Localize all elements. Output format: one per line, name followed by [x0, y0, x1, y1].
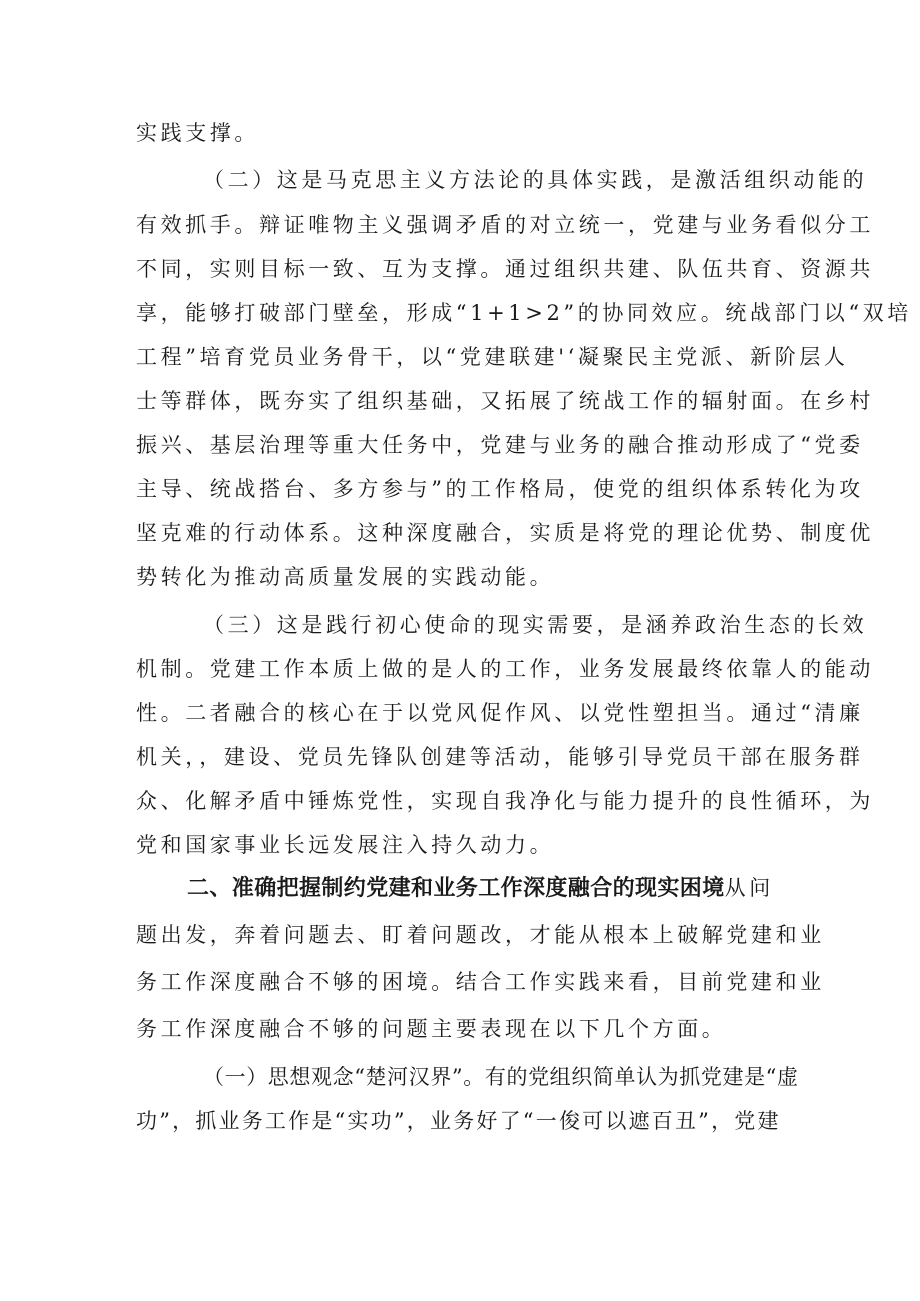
text-line: 实践支撑。: [136, 121, 259, 145]
text-line: 机制。党建工作本质上做的是人的工作，业务发展最终依靠人的能动: [136, 657, 874, 681]
section-heading-line: [187, 873, 774, 904]
text-line: 题出发，奔着问题去、盯着问题改，才能从根本上破解党建和业: [136, 923, 825, 947]
text-line: 务工作深度融合不够的困境。结合工作实践来看，目前党建和业: [136, 970, 825, 994]
section-heading: 二、准确把握制约党建和业务工作深度融合的现实困境: [187, 876, 725, 901]
text-line: 坚克难的行动体系。这种深度融合，实质是将党的理论优势、制度优: [136, 521, 874, 545]
text-line: 主导、统战搭台、多方参与”的工作格局，使党的组织体系转化为攻: [136, 477, 864, 501]
text-line: 享，能够打破部门壁垒，形成“1+1>2”的协同效应。统战部门以“双培: [136, 301, 912, 325]
text-line: 党和国家事业长远发展注入持久动力。: [136, 833, 555, 857]
paragraph-start-line: （三）这是践行初心使命的现实需要，是涵养政治生态的长效: [203, 613, 868, 637]
text-line: 功”，抓业务工作是“实功”，业务好了“一俊可以遮百丑”，党建: [136, 1109, 781, 1133]
text-line: 务工作深度融合不够的问题主要表现在以下几个方面。: [136, 1017, 727, 1041]
text-line: 有效抓手。辩证唯物主义强调矛盾的对立统一，党建与业务看似分工: [136, 213, 874, 237]
text-line: 不同，实则目标一致、互为支撑。通过组织共建、队伍共育、资源共: [136, 257, 874, 281]
text-line: 机关，，建设、党员先锋队创建等活动，能够引导党员干部在服务群: [136, 745, 864, 769]
text-line: 士等群体，既夯实了组织基础，又拓展了统战工作的辐射面。在乡村: [136, 389, 874, 413]
text-line: 振兴、基层治理等重大任务中，党建与业务的融合推动形成了“党委: [136, 433, 864, 457]
text-line: 势转化为推动高质量发展的实践动能。: [136, 565, 555, 589]
paragraph-start-line: （二）这是马克思主义方法论的具体实践，是激活组织动能的: [203, 168, 868, 192]
heading-trailing-text: 从问: [724, 876, 774, 900]
text-line: 工程”培育党员业务骨干，以“党建联建'‘凝聚民主党派、新阶层人: [136, 345, 849, 369]
paragraph-start-line: （一）思想观念“楚河汉界”。有的党组织简单认为抓党建是“虚: [203, 1065, 799, 1089]
text-line: 性。二者融合的核心在于以党风促作风、以党性塑担当。通过“清廉: [136, 701, 864, 725]
text-line: 众、化解矛盾中锤炼党性，实现自我净化与能力提升的良性循环，为: [136, 789, 874, 813]
